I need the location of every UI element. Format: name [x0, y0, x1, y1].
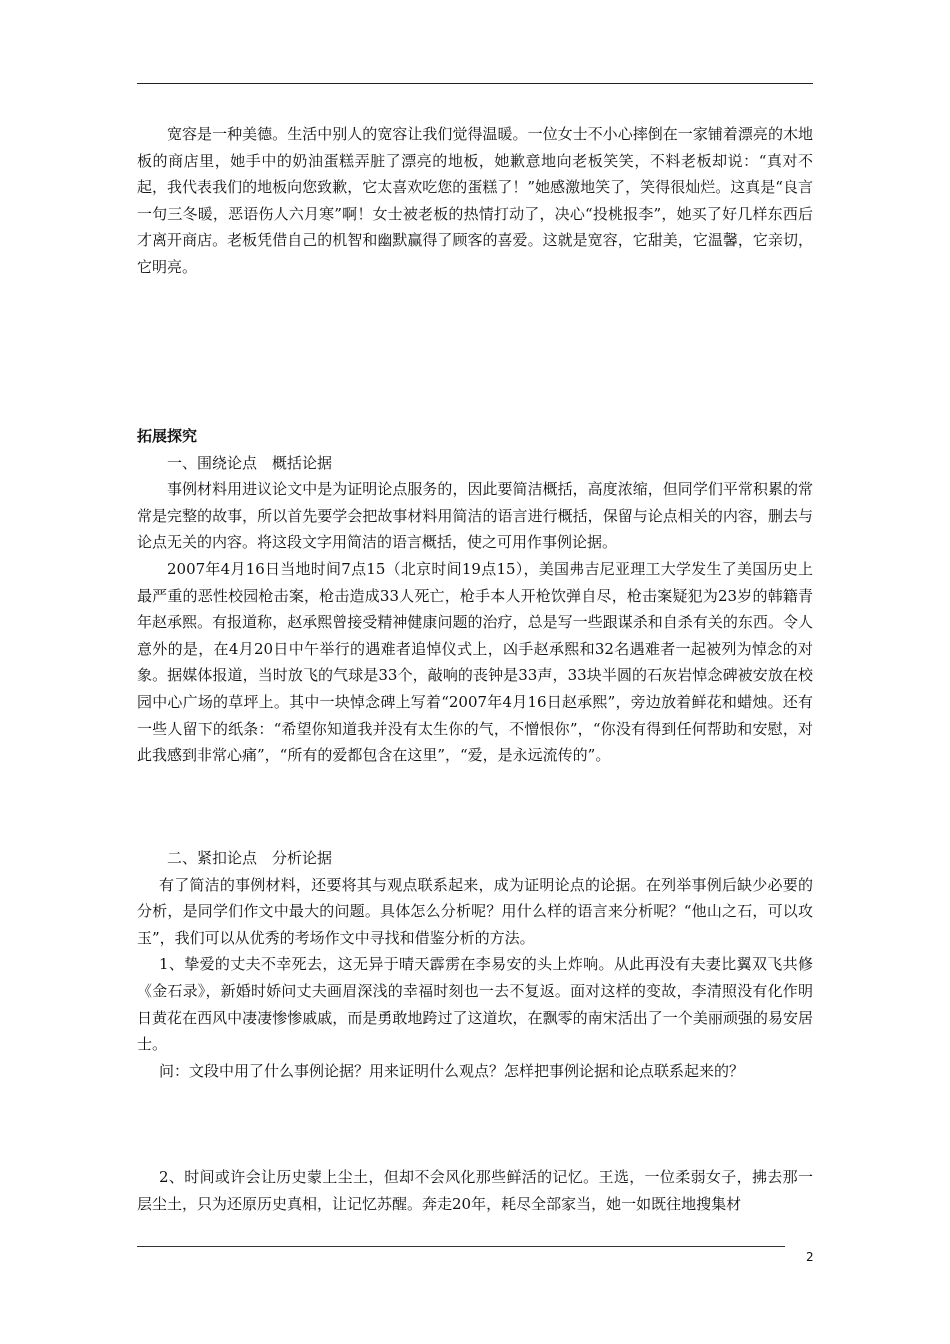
page-number: 2: [806, 1250, 814, 1264]
example-1: 1、挚爱的丈夫不幸死去，这无异于晴天霹雳在李易安的头上炸响。从此再没有夫妻比翼双飞共修《金石录》，新婚时娇问丈夫画眉深浅的幸福时刻也一去不复返。面对这样的变故，李清照没有化作明日黄花在西风中凄凄惨惨戚戚，而是勇敢地跨过了这道坎，在飘零的南宋活出了一个美丽顽强的易安居士。: [137, 955, 813, 1054]
part2-heading: 二、紧扣论点 分析论据: [167, 849, 333, 867]
part1-heading: 一、围绕论点 概括论据: [167, 453, 333, 472]
section-title: 拓展探究: [137, 427, 198, 445]
example2-block: [137, 1164, 813, 1217]
header-rule: [137, 83, 813, 84]
extension-section: [137, 423, 813, 769]
example-2: 2、时间或许会让历史蒙上尘土，但却不会风化那些鲜活的记忆。王选，一位柔弱女子，拂去那一层尘土，只为还原历史真相，让记忆苏醒。奔走20年，耗尽全部家当，她一如既往地搜集材: [137, 1168, 813, 1213]
intro-block: [137, 121, 813, 281]
question-1: 问：文段中用了什么事例论据？用来证明什么观点？怎样把事例论据和论点联系起来的？: [159, 1061, 745, 1080]
footer-rule: [137, 1246, 785, 1247]
intro-paragraph: 宽容是一种美德。生活中别人的宽容让我们觉得温暖。一位女士不小心摔倒在一家铺着漂亮的木地板的商店里，她手中的奶油蛋糕弄脏了漂亮的地板，她歉意地向老板笑笑，不料老板却说：“真对不起，我代表我们的地板向您致歉，它太喜欢吃您的蛋糕了！”她感激地笑了，笑得很灿烂。这真是“良言一句三冬暖，恶语伤人六月寒”啊！女士被老板的热情打动了，决心“投桃报李”，她买了好几样东西后才离开商店。老板凭借自己的机智和幽默赢得了顾客的喜爱。这就是宽容，它甜美，它温馨，它亲切，它明亮。: [137, 125, 813, 276]
part2-instruction: 有了简洁的事例材料，还要将其与观点联系起来，成为证明论点的论据。在列举事例后缺少必要的分析，是同学们作文中最大的问题。具体怎么分析呢？用什么样的语言来分析呢？“他山之石，可以攻玉”，我们可以从优秀的考场作文中寻找和借鉴分析的方法。: [137, 875, 813, 947]
part2-block: [137, 845, 813, 1084]
part1-material: 2007年4月16日当地时间7点15（北京时间19点15），美国弗吉尼亚理工大学发生了美国历史上最严重的恶性校园枪击案，枪击造成33人死亡，枪手本人开枪饮弹自尽，枪击案疑犯为23岁的韩籍青年赵承熙。有报道称，赵承熙曾接受精神健康问题的治疗，总是写一些跟谋杀和自杀有关的东西。令人意外的是，在4月20日中午举行的遇难者追悼仪式上，凶手赵承熙和32名遇难者一起被列为悼念的对象。据媒体报道，当时放飞的气球是33个，敲响的丧钟是33声，33块半圆的石灰岩悼念碑被安放在校园中心广场的草坪上。其中一块悼念碑上写着“2007年4月16日赵承熙”，旁边放着鲜花和蜡烛。还有一些人留下的纸条：“希望你知道我并没有太生你的气，不憎恨你”，“你没有得到任何帮助和安慰，对此我感到非常心痛”，“所有的爱都包含在这里”，“爱，是永远流传的”。: [137, 559, 813, 765]
part1-instruction: 事例材料用进议论文中是为证明论点服务的，因此要简洁概括，高度浓缩，但同学们平常积累的常常是完整的故事，所以首先要学会把故事材料用简洁的语言进行概括，保留与论点相关的内容，删去与论点无关的内容。将这段文字用简洁的语言概括，使之可用作事例论据。: [137, 480, 813, 552]
